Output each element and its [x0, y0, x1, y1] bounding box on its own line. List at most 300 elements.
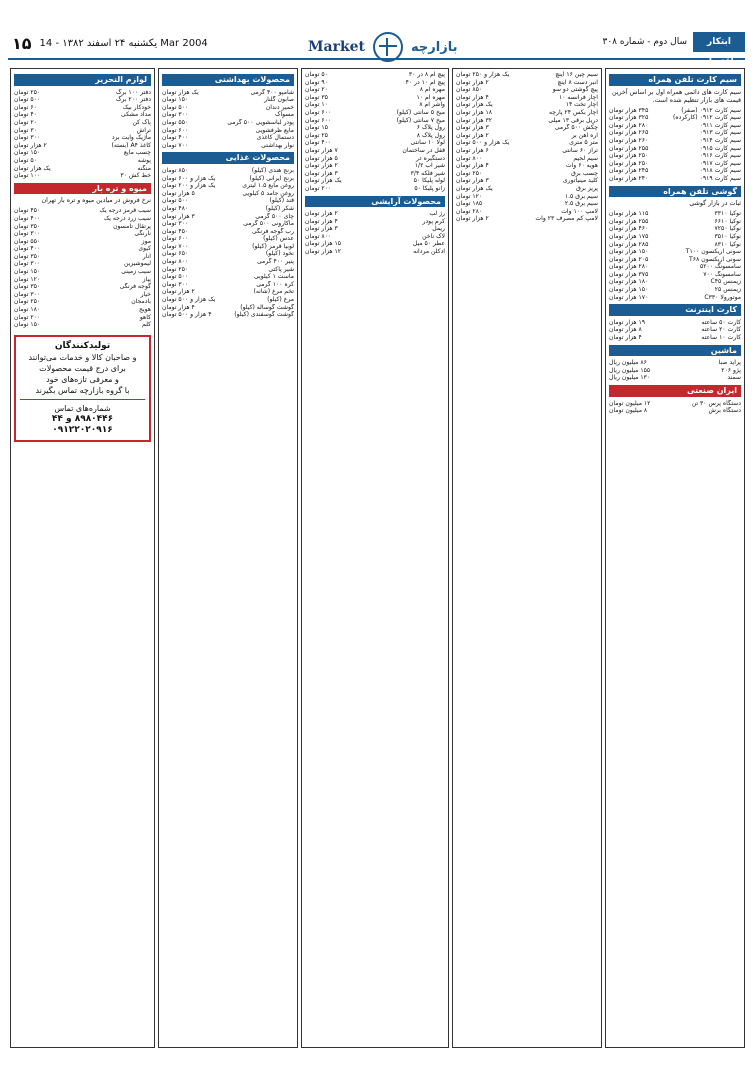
item-price: ۴۰۰ تومان — [14, 245, 41, 253]
item-price: ۸۰۰ تومان — [162, 258, 189, 266]
item-price: ۵۰ تومان — [14, 156, 37, 164]
section-sim-card: سیم کارت تلفن همراه — [609, 74, 741, 86]
item-price: ۲۶۵ هزار تومان — [609, 129, 649, 137]
price-row — [305, 147, 445, 155]
price-row — [162, 89, 294, 97]
price-row — [609, 122, 741, 130]
item-price: ۵۵۰ تومان — [162, 118, 189, 126]
price-row — [456, 200, 598, 208]
item-price: یک هزار و ۲۵۰ تومان — [456, 71, 510, 78]
item-name: رب گوجه فرنگی — [251, 227, 294, 235]
price-row — [162, 190, 294, 198]
item-price: ۶ هزار تومان — [456, 146, 489, 154]
price-row — [162, 243, 294, 251]
price-row — [305, 177, 445, 185]
item-name: شکر (کیلو) — [265, 204, 294, 212]
item-name: تراز ۶۰ سانتی — [562, 146, 598, 154]
item-price: یک هزار و ۲۰۰ تومان — [162, 182, 216, 190]
item-price: ۶۵۰ تومان — [162, 250, 189, 258]
item-price: ۱۸۰ هزار تومان — [609, 278, 649, 286]
item-price: ۴۰۰ تومان — [14, 214, 41, 222]
item-name: سونی اریکسون T۱۰۰ — [685, 248, 741, 256]
price-row — [162, 273, 294, 281]
price-row — [14, 207, 151, 215]
item-name: سیم لحیم — [573, 154, 598, 162]
item-price: ۴ هزار تومان — [162, 303, 195, 311]
price-row — [305, 185, 445, 193]
item-name: سیم کارت ۰۹۱۵ — [699, 144, 741, 152]
price-row — [14, 268, 151, 276]
newspaper-page — [8, 8, 745, 1057]
item-name: عطر ۵۰ میل — [412, 240, 445, 248]
item-name: دستگیره در — [415, 154, 445, 162]
item-price: ۳۵۰ تومان — [14, 283, 41, 291]
item-name: تخم مرغ (شانه) — [253, 288, 294, 296]
item-price: ۶۰۰ تومان — [162, 235, 189, 243]
item-price: ۳۲۵ هزار تومان — [609, 114, 649, 122]
item-name: برنج ایرانی (کیلو) — [249, 174, 294, 182]
item-name: سیم کارت ۰۹۱۴ — [699, 136, 741, 144]
price-row — [456, 177, 598, 185]
price-row — [162, 266, 294, 274]
item-name: گوجه فرنگی — [119, 283, 151, 291]
item-name: سیم کارت ۰۹۱۶ — [699, 152, 741, 160]
item-price: ۵۵۰ تومان — [14, 237, 41, 245]
price-row — [609, 248, 741, 256]
item-name: دریل برقی ۱۳ میلی — [548, 116, 598, 124]
price-row — [14, 238, 151, 246]
item-price: ۱۳۰ میلیون ریال — [609, 374, 651, 382]
price-row — [456, 132, 598, 140]
item-price: یک هزار تومان — [305, 177, 342, 185]
item-name: انبر دست ۸ اینچ — [557, 78, 598, 86]
item-name: آچار فرانسه ۱۰ — [558, 93, 598, 101]
price-row — [305, 240, 445, 248]
item-name: نوکیا ۳۳۱۰ — [714, 210, 741, 218]
price-row — [14, 291, 151, 299]
section-internet: کارت اینترنت — [609, 304, 741, 316]
price-row — [305, 71, 445, 79]
price-row — [162, 304, 294, 312]
item-price: ۴۰ تومان — [14, 111, 37, 119]
item-name: صابون گلنار — [264, 96, 294, 104]
price-row — [609, 225, 741, 233]
item-name: سیم کارت ۰۹۱۱ — [699, 121, 741, 129]
price-row — [305, 162, 445, 170]
price-row — [14, 321, 151, 329]
item-name: واشر ام ۸ — [419, 101, 445, 109]
price-row — [14, 276, 151, 284]
item-price: ۳۴۵ هزار تومان — [609, 106, 649, 114]
item-name: روغن مایع ۱.۵ لیتری — [242, 182, 294, 190]
item-price: ۹۰ تومان — [305, 78, 328, 86]
section-stationery: لوازم التحریر — [14, 74, 151, 86]
item-price: ۳۰۰ تومان — [162, 280, 189, 288]
price-row — [14, 134, 151, 142]
item-price: ۵۰ تومان — [305, 71, 328, 78]
header-left — [12, 34, 208, 53]
price-row — [609, 400, 741, 408]
item-price: ۲۰۰ تومان — [305, 184, 332, 192]
item-name: لوبیا قرمز (کیلو) — [252, 242, 294, 250]
item-name: روغن جامد ۵ کیلویی — [242, 189, 294, 197]
item-name: پاک کن — [132, 118, 151, 126]
item-name: تراش — [136, 126, 151, 134]
ad-phone-2: ۰۹۱۲۲۰۲۰۹۱۶ — [52, 424, 113, 435]
item-price: ۱۲ میلیون تومان — [609, 399, 651, 407]
item-price: ۳ هزار تومان — [456, 124, 489, 132]
price-row — [609, 152, 741, 160]
item-name: سیم کارت ۰۹۱۲ (کارکرده) — [673, 114, 741, 122]
item-name: انار — [142, 252, 151, 260]
ad-phone-1: ۸۹۸۰۴۴۶ و ۴۴ — [51, 413, 114, 424]
price-row — [14, 215, 151, 223]
issue-number: سال دوم - شماره ۳۰۸ — [602, 37, 687, 47]
item-name: قند (کیلو) — [269, 197, 294, 205]
item-price: ۱۱۵ هزار تومان — [609, 210, 649, 218]
price-row — [609, 271, 741, 279]
market-label: Market — [308, 39, 366, 55]
item-name: سیم کارت ۰۹۱۹ — [699, 174, 741, 182]
item-name: موتورولا C۳۳۰ — [704, 293, 741, 301]
item-price: ۲۵۰ هزار تومان — [609, 152, 649, 160]
item-name: خیار — [140, 290, 151, 298]
item-name: سیم برق ۲.۵ — [564, 200, 598, 208]
item-name: پنیر ۴۰۰ گرمی — [256, 258, 294, 266]
item-name: ادکلن مردانه — [413, 248, 445, 256]
item-price: ۳۵ تومان — [305, 93, 328, 101]
item-name: کلم — [142, 321, 151, 329]
item-price: ۴۵۰ تومان — [14, 207, 41, 215]
item-price: ۸ میلیون تومان — [609, 407, 648, 415]
item-price: ۴ هزار و ۵۰۰ تومان — [162, 311, 212, 319]
item-name: پراید صبا — [718, 359, 741, 367]
item-price: ۵۰۰ تومان — [162, 103, 189, 111]
item-price: ۳۰۰ تومان — [14, 134, 41, 142]
price-row — [609, 160, 741, 168]
price-row — [456, 94, 598, 102]
item-name: پیاز — [142, 275, 151, 283]
item-name: نوکیا ۶۶۱۰ — [714, 217, 741, 225]
price-row — [162, 167, 294, 175]
item-name: شیر فلکه ۳/۴ — [410, 169, 445, 177]
price-row — [14, 142, 151, 150]
section-mobile: گوشی تلفن همراه — [609, 186, 741, 198]
item-price: ۱۵۰ تومان — [14, 149, 41, 157]
item-name: نخود (کیلو) — [265, 250, 294, 258]
newspaper-logo: ابتکار اقتصاد — [693, 32, 745, 52]
price-row — [305, 117, 445, 125]
price-row — [305, 86, 445, 94]
item-name: آچار تخت ۱۴ — [565, 101, 598, 109]
item-name: پودر لباسشویی ۵۰۰ گرمی — [227, 118, 294, 126]
item-name: اره آهن بر — [571, 131, 598, 139]
price-row — [162, 220, 294, 228]
item-name: ماکارونی ۵۰۰ گرمی — [243, 220, 294, 228]
item-price: ۸۶ میلیون ریال — [609, 359, 647, 367]
item-name: چسب مایع — [123, 149, 151, 157]
column-hardware — [301, 68, 449, 1048]
item-name: سیم کارت ۰۹۱۳ — [699, 129, 741, 137]
item-price: ۲۵۵ هزار تومان — [609, 144, 649, 152]
item-price: ۳۰۰ تومان — [162, 111, 189, 119]
item-name: پژو ۲۰۶ — [721, 366, 741, 374]
item-name: پیچ ام ۱۰ در ۴۰ — [405, 78, 445, 86]
price-row — [162, 119, 294, 127]
item-price: ۷۰۰ تومان — [162, 141, 189, 149]
price-row — [305, 233, 445, 241]
price-row — [14, 245, 151, 253]
price-row — [456, 109, 598, 117]
price-row — [162, 296, 294, 304]
item-price: ۶۰۰ تومان — [162, 126, 189, 134]
item-name: عدس (کیلو) — [263, 235, 294, 243]
item-name: نوکیا ۷۲۵۰ — [714, 225, 741, 233]
item-name: خودکار بیک — [122, 103, 151, 111]
item-price: ۴ هزار تومان — [456, 162, 489, 170]
item-name: شیر آب ۱/۲ — [414, 162, 445, 170]
item-name: سامسونگ ۷۰۰ — [703, 270, 741, 278]
item-name: سیم برق ۱.۵ — [564, 192, 598, 200]
globe-icon — [373, 32, 403, 62]
item-price: ۳۰۰ تومان — [14, 290, 41, 298]
item-name: نارنگی — [134, 230, 151, 238]
section-auto: ماشین — [609, 345, 741, 357]
internet-price-list — [609, 319, 741, 342]
price-row — [162, 175, 294, 183]
price-row — [14, 172, 151, 180]
item-price: ۱۵۵ میلیون ریال — [609, 366, 651, 374]
section-food: محصولات غذایی — [162, 152, 294, 164]
item-name: برنج هندی (کیلو) — [251, 166, 294, 174]
item-name: موز — [141, 237, 151, 245]
item-name: مرغ (کیلو) — [267, 296, 294, 304]
item-price: ۱۸۵ تومان — [456, 200, 483, 208]
price-row — [305, 170, 445, 178]
item-name: پریز برق — [576, 184, 598, 192]
auto-price-list — [609, 359, 741, 382]
section-cosmetics: محصولات آرایشی — [305, 196, 445, 208]
item-price: ۴۶۰ هزار تومان — [609, 225, 649, 233]
price-row — [14, 314, 151, 322]
item-name: لیموشیرین — [123, 260, 151, 268]
item-name: خط کش ۳۰ — [120, 172, 151, 180]
price-row — [162, 213, 294, 221]
item-price: ۱۹ هزار تومان — [609, 318, 646, 326]
price-row — [609, 233, 741, 241]
item-name: مداد مشکی — [121, 111, 151, 119]
item-name: رژ لب — [429, 210, 445, 218]
price-row — [456, 86, 598, 94]
item-price: ۲ هزار تومان — [456, 215, 489, 223]
item-name: نوکیا ۳۵۱۰ — [714, 232, 741, 240]
fruit-note: نرخ فروش در میادین میوه و تره بار تهران — [41, 197, 151, 205]
price-row — [609, 210, 741, 218]
item-name: چکش ۵۰۰ گرمی — [554, 124, 598, 132]
item-price: ۳۵۰ تومان — [14, 252, 41, 260]
price-row — [14, 127, 151, 135]
item-price: ۸۰۰ تومان — [305, 232, 332, 240]
price-row — [609, 129, 741, 137]
item-price: ۲۶۰ هزار تومان — [609, 136, 649, 144]
item-price: ۱۰ تومان — [305, 101, 328, 109]
item-price: ۲ هزار تومان — [456, 131, 489, 139]
item-price: یک هزار و ۵۰۰ تومان — [456, 139, 510, 147]
item-price: ۵ هزار تومان — [305, 154, 338, 162]
item-price: ۳۲ هزار تومان — [456, 116, 493, 124]
section-industrial: ایران صنعتی — [609, 385, 741, 397]
item-name: زیمنس ۲۵ — [714, 286, 741, 294]
price-row — [456, 208, 598, 216]
price-row — [609, 137, 741, 145]
item-price: ۶۰ تومان — [14, 103, 37, 111]
item-name: ماژیک وایت برد — [111, 134, 151, 142]
item-name: هویج — [139, 306, 151, 314]
price-row — [305, 94, 445, 102]
item-name: کلید مینیاتوری — [562, 177, 598, 185]
item-name: بادمجان — [131, 298, 151, 306]
item-name: منگنه — [137, 164, 151, 172]
sim-intro: سیم کارت های دائمی همراه اول بر اساس آخرین قیمت های بازار تنظیم شده است. — [612, 88, 741, 104]
item-price: ۴ هزار تومان — [456, 93, 489, 101]
item-name: مهره ام ۱۰ — [416, 93, 445, 101]
price-row — [305, 79, 445, 87]
ad-line-2: و صاحبان کالا و خدمات می‌توانند — [28, 352, 137, 362]
item-name: سیم کارت ۰۹۱۷ — [699, 159, 741, 167]
price-row — [456, 215, 598, 223]
item-price: ۴۰۰ تومان — [305, 139, 332, 147]
price-row — [609, 407, 741, 415]
item-name: سیب زرد درجه یک — [103, 214, 151, 222]
price-row — [456, 147, 598, 155]
price-row — [609, 107, 741, 115]
item-price: ۴۰۰ تومان — [162, 134, 189, 142]
sim-price-list — [609, 107, 741, 183]
price-row — [14, 260, 151, 268]
price-row — [14, 253, 151, 261]
item-name: لاک ناخن — [422, 232, 445, 240]
item-name: رول پلاک ۶ — [416, 124, 445, 132]
item-price: ۳۰۰ تومان — [14, 230, 41, 238]
item-name: سیب زمینی — [121, 268, 151, 276]
item-name: لوله پلیکا ۵۰ — [413, 177, 445, 185]
price-row — [456, 117, 598, 125]
price-row — [456, 155, 598, 163]
item-price: ۲۵۰ تومان — [456, 169, 483, 177]
item-name: شیر پاکتی — [268, 265, 294, 273]
item-name: گوشت گوساله (کیلو) — [240, 303, 294, 311]
item-name: سیم کارت ۰۹۱۲ (صفر) — [681, 106, 741, 114]
item-price: ۴ هزار تومان — [305, 217, 338, 225]
item-price: یک هزار تومان — [14, 164, 51, 172]
price-columns — [8, 68, 745, 1048]
item-price: یک هزار و ۵۰۰ تومان — [162, 296, 216, 304]
price-row — [14, 230, 151, 238]
item-name: میخ ۷ سانتی (کیلو) — [396, 116, 445, 124]
price-row — [609, 167, 741, 175]
item-price: ۱۸ هزار تومان — [456, 108, 493, 116]
price-row — [162, 111, 294, 119]
item-name: میخ ۵ سانتی (کیلو) — [396, 108, 445, 116]
price-row — [162, 104, 294, 112]
item-price: ۲۵۵ هزار تومان — [609, 217, 649, 225]
price-row — [609, 359, 741, 367]
item-price: ۵ هزار تومان — [162, 189, 195, 197]
price-row — [162, 197, 294, 205]
ad-line-4: و معرفی تازه‌های خود — [46, 374, 119, 384]
price-row — [14, 298, 151, 306]
price-row — [456, 185, 598, 193]
item-price: یک هزار تومان — [456, 184, 493, 192]
price-row — [162, 228, 294, 236]
column-stationery-fruit — [10, 68, 155, 1048]
price-row — [609, 114, 741, 122]
item-name: گوشت گوسفندی (کیلو) — [234, 311, 294, 319]
ad-divider — [20, 399, 145, 400]
price-row — [609, 256, 741, 264]
item-price: ۲۴۰ هزار تومان — [609, 174, 649, 182]
item-name: دستمال کاغذی — [256, 134, 294, 142]
item-price: ۳۷۵ هزار تومان — [609, 270, 649, 278]
item-name: دستگاه برش — [708, 407, 741, 415]
header-right — [602, 32, 745, 67]
item-price: ۱۲۰ تومان — [14, 275, 41, 283]
item-name: کاغذ A۴ (بسته) — [111, 141, 151, 149]
item-name: کارت ۲۰ ساعته — [701, 326, 741, 334]
item-price: ۱۷۵ هزار تومان — [609, 232, 649, 240]
price-row — [14, 119, 151, 127]
price-row — [609, 241, 741, 249]
item-name: رول پلاک ۸ — [416, 131, 445, 139]
item-name: چای ۵۰۰ گرمی — [255, 212, 294, 220]
item-price: ۲۸۰ تومان — [456, 207, 483, 215]
item-price: ۵۰۰ تومان — [14, 96, 41, 104]
item-price: ۷۰۰ تومان — [162, 242, 189, 250]
item-price: ۱۰۰ تومان — [14, 172, 41, 180]
item-name: قفل در ساختمان — [402, 146, 445, 154]
cosmetics-price-list — [305, 210, 445, 256]
price-row — [609, 175, 741, 183]
ad-line-3: برای درج قیمت محصولات — [39, 363, 126, 373]
price-row — [162, 182, 294, 190]
price-row — [609, 319, 741, 327]
price-row — [14, 157, 151, 165]
item-price: ۸۵۰ تومان — [162, 166, 189, 174]
item-name: دفتر ۲۰۰ برگ — [115, 96, 151, 104]
item-price: ۲ هزار تومان — [456, 78, 489, 86]
item-price: یک هزار تومان — [162, 88, 199, 96]
item-name: کاهو — [139, 313, 151, 321]
item-price: ۳۰۰ تومان — [162, 220, 189, 228]
item-price: ۳۵۰ تومان — [14, 222, 41, 230]
section-fruit: میوه و تره بار — [14, 183, 151, 195]
price-row — [305, 155, 445, 163]
price-row — [456, 193, 598, 201]
item-price: ۶۰۰ تومان — [305, 108, 332, 116]
price-row — [609, 326, 741, 334]
price-row — [14, 89, 151, 97]
item-price: ۲۵۰ تومان — [14, 298, 41, 306]
item-price: ۲۵۰ تومان — [162, 265, 189, 273]
item-price: ۵۰۰ تومان — [162, 197, 189, 205]
item-price: ۳ هزار تومان — [305, 169, 338, 177]
price-row — [609, 263, 741, 271]
item-price: ۱۲ هزار تومان — [305, 248, 342, 256]
item-price: ۱۸۰ تومان — [14, 306, 41, 314]
mobile-price-list — [609, 210, 741, 301]
price-row — [14, 283, 151, 291]
item-name: پیچ ام ۸ در ۳۰ — [408, 71, 445, 78]
